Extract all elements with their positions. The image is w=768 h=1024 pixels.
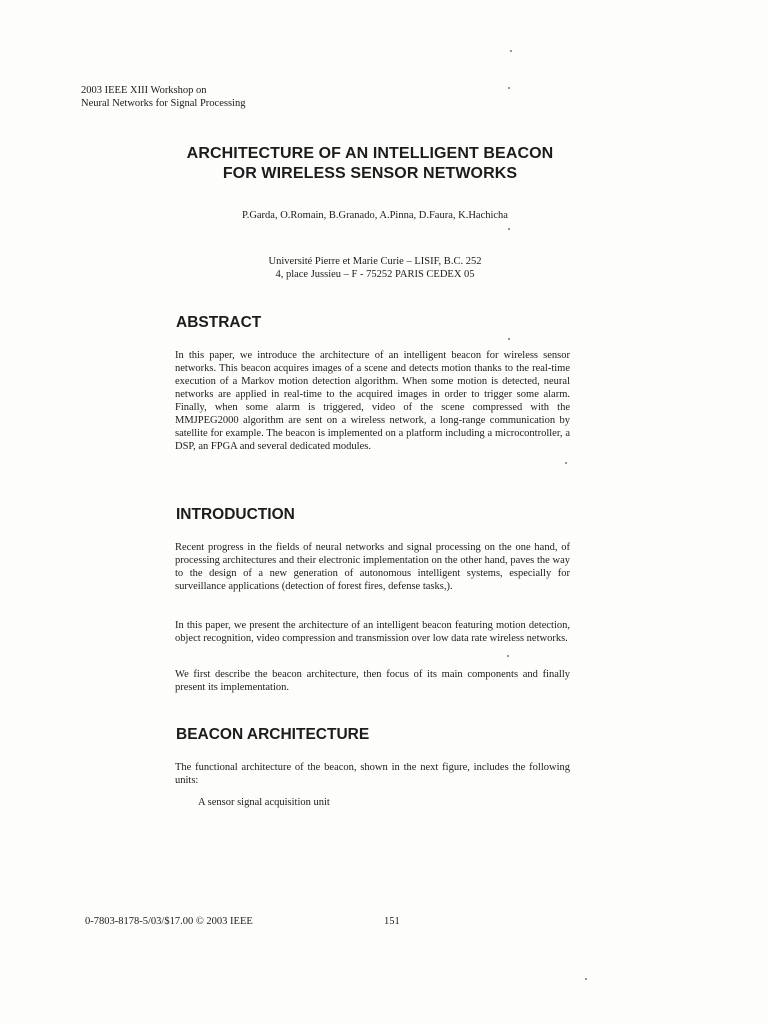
list-item: A sensor signal acquisition unit: [198, 797, 330, 808]
affiliation-line-2: 4, place Jussieu – F - 75252 PARIS CEDEX 05: [275, 269, 475, 280]
affiliation: [175, 255, 575, 281]
abstract-text: In this paper, we introduce the architecture of an intelligent beacon for wireless sensor networks. This beacon acquires images of a scene and detects motion thanks to the real-time execution of a Markov motion detection algorithm. When some motion is detected, neural networks are applied in real-time to the acquired images in order to trigger some alarm. Finally, when some alarm is triggered, video of the scene compressed with the MMJPEG2000 algorithm are sent on a wireless network, a long-range communication by satellite for example. The beacon is implemented on a platform including a microcontroller, a DSP, an FPGA and several dedicated modules.: [175, 350, 570, 452]
scan-speck: [508, 87, 510, 89]
paper-title: [120, 144, 620, 184]
abstract-heading: ABSTRACT: [176, 314, 262, 331]
title-line-2: FOR WIRELESS SENSOR NETWORKS: [222, 165, 518, 182]
introduction-heading: INTRODUCTION: [176, 506, 295, 523]
page-number: 151: [384, 916, 400, 927]
introduction-paragraph-3: We first describe the beacon architecture, then focus of its main components and finally present its implementation.: [175, 669, 570, 693]
scan-speck: [565, 462, 567, 464]
title-line-1: ARCHITECTURE OF AN INTELLIGENT BEACON: [186, 145, 554, 162]
affiliation-line-1: Université Pierre et Marie Curie – LISIF, B.C. 252: [268, 256, 482, 267]
copyright-footer: 0-7803-8178-5/03/$17.00 © 2003 IEEE: [85, 916, 253, 927]
workshop-line-2: Neural Networks for Signal Processing: [81, 98, 246, 109]
workshop-header: [81, 84, 245, 110]
scan-speck: [508, 338, 510, 340]
introduction-paragraph-1: Recent progress in the fields of neural networks and signal processing on the one hand, of processing architectures and their electronic implementation on the other hand, paves the way to the design of a new generation of autonomous intelligent systems, especially for surveillance applications (detection of forest fires, defense tasks,).: [175, 542, 570, 592]
beacon-architecture-heading: BEACON ARCHITECTURE: [176, 726, 370, 743]
beacon-architecture-paragraph: The functional architecture of the beacon, shown in the next figure, includes the following units:: [175, 762, 570, 786]
workshop-line-1: 2003 IEEE XIII Workshop on: [81, 85, 207, 96]
scan-speck: [507, 655, 509, 657]
scan-speck: [585, 978, 587, 980]
scan-speck: [508, 228, 510, 230]
scan-speck: [510, 50, 512, 52]
author-list: P.Garda, O.Romain, B.Granado, A.Pinna, D.Faura, K.Hachicha: [242, 210, 508, 221]
introduction-paragraph-2: In this paper, we present the architecture of an intelligent beacon featuring motion detection, object recognition, video compression and transmission over low data rate wireless networks.: [175, 620, 570, 644]
